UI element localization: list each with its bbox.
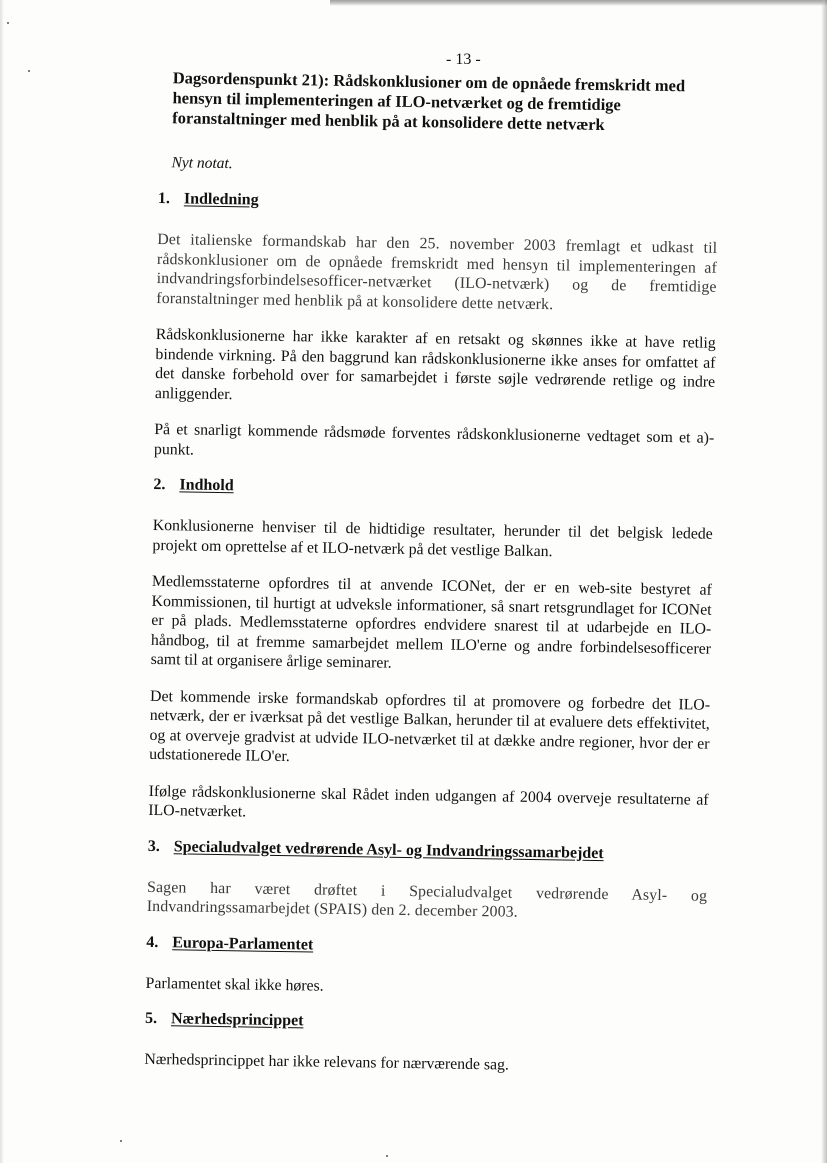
scan-edge-top: [330, 0, 827, 6]
section-title: Europa-Parlamentet: [172, 933, 314, 954]
paragraph: Det kommende irske formandskab opfordres til at promovere og forbedre det ILO-netværk, der er iværksat på det vestlige Balkan, herunder til at evaluere dets effektivitet, og at overveje gradvist at udvide ILO-netværket til at dække andre regioner, hvor der er udstationerede ILO'er.: [149, 687, 711, 766]
section-number: 1.: [157, 189, 171, 208]
paragraph: Nærhedsprincippet har ikke relevans for nærværende sag.: [144, 1050, 510, 1074]
document-body: [144, 68, 720, 1095]
section-number: 5.: [144, 1009, 158, 1028]
section-heading-naerhedsprincippet: [145, 1010, 705, 1037]
paragraph: På et snarligt kommende rådsmøde forventes rådskonklusionerne vedtaget som et a)-punkt.: [153, 420, 715, 459]
scan-edge-right: [821, 0, 827, 1163]
section-heading-europa-parlamentet: [146, 933, 706, 960]
paragraph: Konklusionerne henviser til de hidtidige resultater, herunder til det belgisk ledede projekt om oprettelse af et ILO-netværk på det vestlige Balkan.: [152, 516, 713, 560]
section-title: Indledning: [183, 190, 259, 209]
paragraph: Sagen har været drøftet i Specialudvalget vedrørende Asyl- og Indvandringssamarbejdet (SPAIS) den 2. december 2003.: [146, 878, 708, 921]
section-heading-specialudvalget: [148, 837, 708, 864]
paragraph: Medlemsstaterne opfordres til at anvende ICONet, der er en web-site bestyret af Kommissionen, til hurtigt at udveksle informationer, så snart retsgrundlaget for ICONet er på plads. Medlemsstaterne opfordres endvidere snarest til at udarbejde en ILO-håndbog, til at fremme samarbejdet mellem ILO'erne og andre forbindelsesofficerer samt til at organisere årlige seminarer.: [150, 572, 712, 672]
section-heading-indhold: [153, 476, 713, 503]
section-title: Nærhedsprincippet: [170, 1010, 304, 1030]
scan-speck: [7, 22, 9, 24]
scan-speck: [120, 1140, 122, 1142]
section-number: 4.: [146, 933, 159, 951]
agenda-item-title: Dagsordenspunkt 21): Rådskonklusioner om de opnåede fremskridt med hensyn til implementeringen af ILO-netværket og de fremtidige foranstaltninger med henblik på at konsolidere dette netværk: [172, 68, 686, 134]
scan-edge-left: [0, 0, 4, 1163]
section-number: 2.: [153, 475, 166, 494]
scan-speck: [28, 70, 30, 72]
paragraph: Rådskonklusionerne har ikke karakter af en retsakt og skønnes ikke at have retlig bindende virkning. På den baggrund kan rådskonklusionerne ikke anses for omfattet af det danske forbehold over for samarbejdet i første søjle vedrørende retlige og indre anliggender.: [154, 325, 716, 403]
paragraph: Det italienske formandskab har den 25. november 2003 fremlagt et udkast til rådskonklusioner om de opnåede fremskridt med hensyn til implementeringen af indvandringsforbindelsesofficer-netværket (ILO-netværk) og de fremtidige foranstaltninger med henblik på at konsolidere dette netværk.: [156, 230, 718, 313]
section-heading-indledning: [158, 190, 718, 217]
scan-speck: [386, 1155, 388, 1157]
paragraph: Ifølge rådskonklusionerne skal Rådet inden udgangen af 2004 overveje resultaterne af ILO-netværket.: [148, 782, 709, 821]
section-number: 3.: [147, 837, 160, 855]
section-title: Indhold: [179, 476, 234, 495]
note-label: Nyt notat.: [171, 154, 233, 173]
paragraph: Parlamentet skal ikke høres.: [145, 974, 324, 995]
page-number: - 13 -: [446, 51, 481, 68]
section-title: Specialudvalget vedrørende Asyl- og Indvandringssamarbejdet: [173, 837, 604, 862]
